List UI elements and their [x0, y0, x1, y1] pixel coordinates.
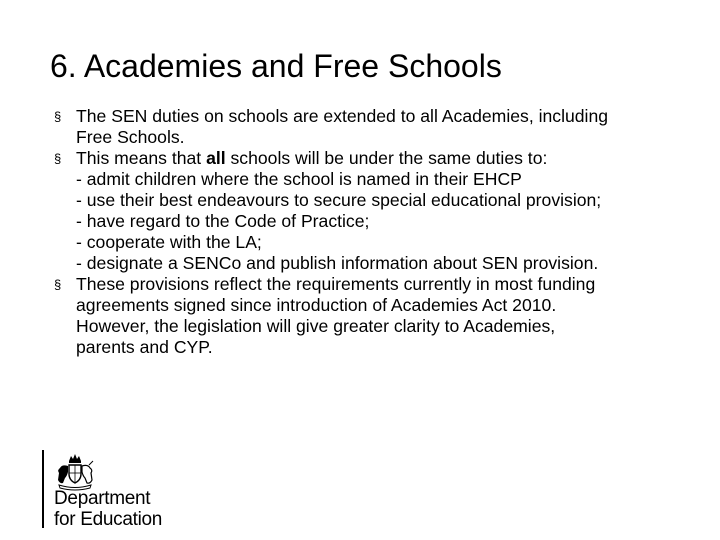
bullet-marker: §: [54, 151, 62, 166]
bullet-intro-line: [76, 148, 700, 169]
bullet-marker: §: [54, 109, 62, 124]
logo-line-department: Department: [54, 488, 151, 509]
bullet-item: [50, 274, 700, 358]
intro-text-before: This means that: [76, 148, 207, 168]
duty-item: - have regard to the Code of Practice;: [76, 211, 370, 231]
slide-bullet-list: [50, 106, 700, 358]
bullet-text-line: The SEN duties on schools are extended to all Academies, including: [76, 106, 609, 126]
intro-emphasis: all: [206, 148, 226, 168]
duty-item: - cooperate with the LA;: [76, 232, 262, 252]
bullet-text-line: agreements signed since introduction of Academies Act 2010.: [76, 295, 557, 315]
bullet-marker: §: [54, 277, 62, 292]
duty-item: - designate a SENCo and publish information about SEN provision.: [76, 253, 599, 273]
department-for-education-logo: [42, 450, 182, 530]
bullet-text-line: However, the legislation will give greater clarity to Academies,: [76, 316, 556, 336]
royal-coat-of-arms-icon: [52, 452, 98, 492]
bullet-text-line: Free Schools.: [76, 127, 185, 147]
slide-title: 6. Academies and Free Schools: [50, 48, 502, 84]
logo-wordmark: [54, 488, 162, 530]
logo-line-for-education: for Education: [54, 509, 163, 530]
bullet-item: [50, 106, 700, 148]
duty-item: - use their best endeavours to secure special educational provision;: [76, 190, 602, 210]
duties-list: [76, 169, 700, 274]
bullet-item: [50, 148, 700, 274]
duty-item: - admit children where the school is named in their EHCP: [76, 169, 522, 189]
intro-text-after: schools will be under the same duties to:: [225, 148, 548, 168]
logo-divider-bar: [42, 450, 44, 528]
bullet-text-line: These provisions reflect the requirements currently in most funding: [76, 274, 596, 294]
bullet-text-line: parents and CYP.: [76, 337, 213, 357]
